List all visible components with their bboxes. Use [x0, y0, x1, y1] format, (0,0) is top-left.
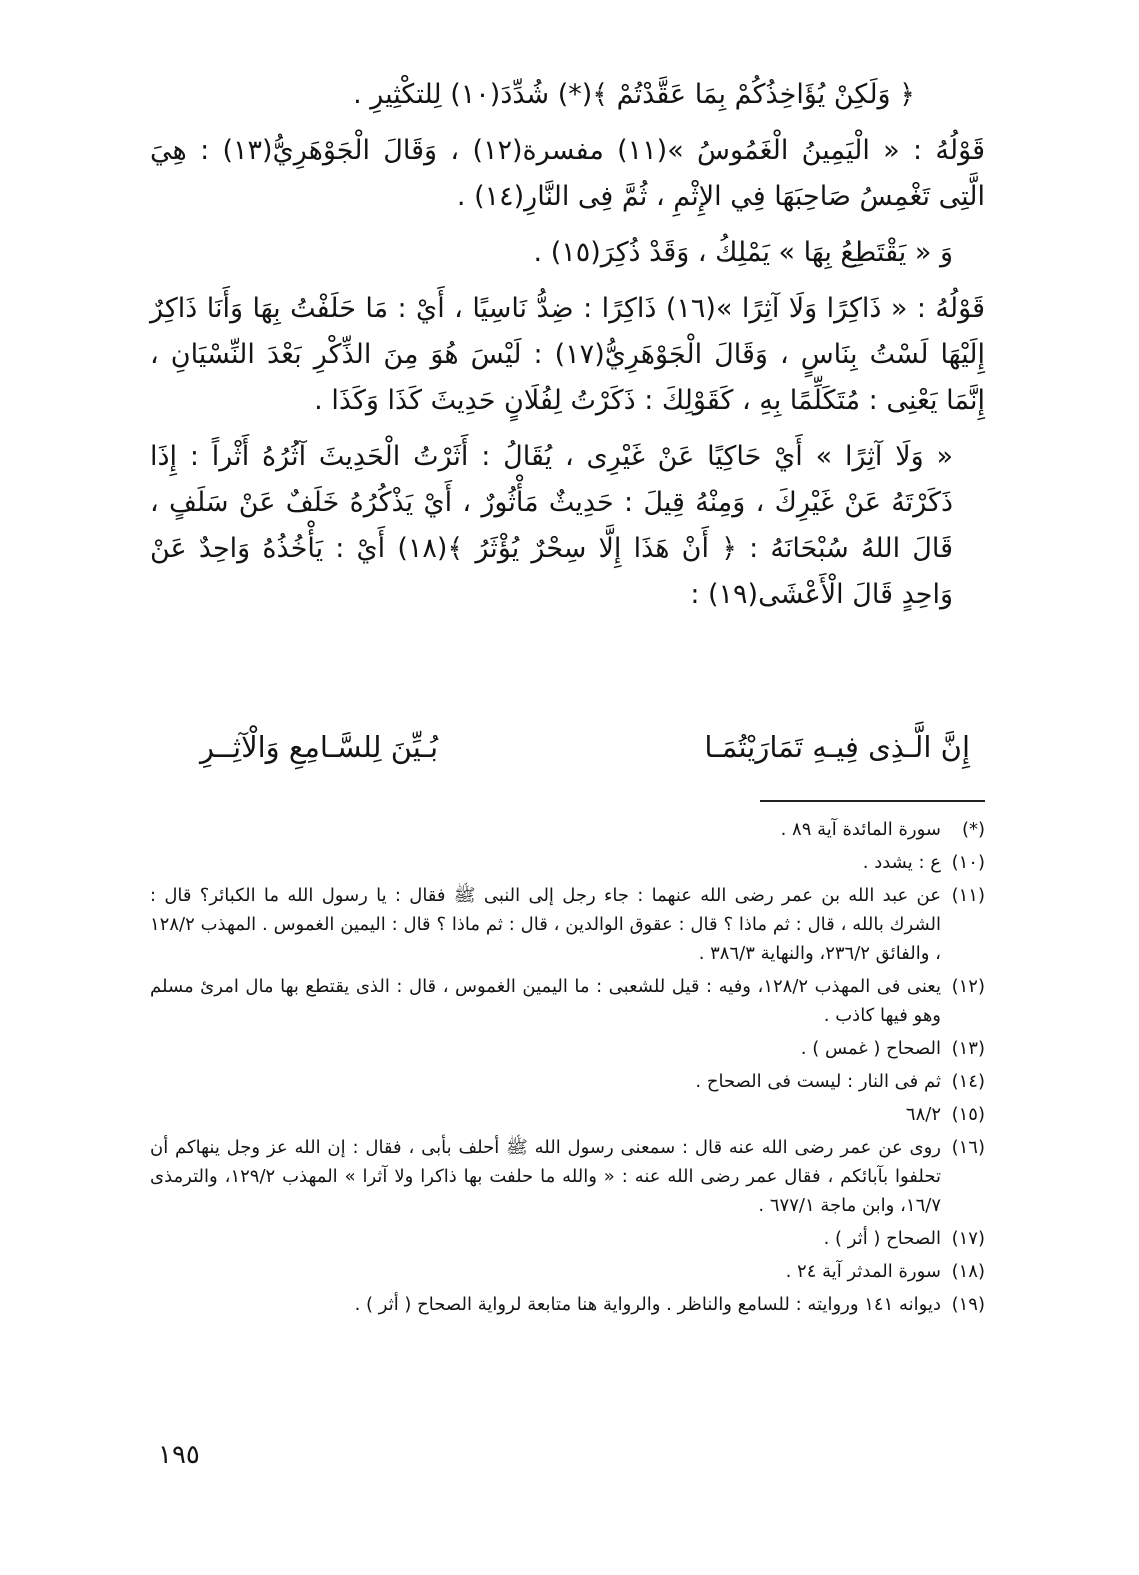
footnote-number: (١٨): [951, 1261, 985, 1282]
footnote-text: ٦٨/٢: [905, 1104, 941, 1125]
main-paragraph: ﴿ وَلَكِنْ يُؤَاخِذُكُمْ بِمَا عَقَّدْتُمْ ﴾(*) شُدِّدَ(١٠) لِلتكْثِيرِ .: [353, 79, 915, 110]
page-number: ١٩٥: [158, 1440, 200, 1470]
footnote-number: (١٦): [951, 1137, 985, 1158]
footnote: [150, 815, 985, 844]
footnote: [150, 1290, 985, 1319]
footnote: [150, 1034, 985, 1063]
footnote-number: (١٢): [951, 976, 985, 997]
verse-second-hemistich: بُـيِّنَ لِلسَّـامِعِ وَالْآثِــرِ: [200, 730, 439, 764]
main-paragraph: « وَلَا آثِرًا » أَيْ حَاكِيًا عَنْ غَيْرِى ، يُقَالُ : أَثَرْتُ الْحَدِيثَ آثُرُهُ أَثْراً : إِذَا ذَكَرْتَهُ عَنْ غَيْرِكَ ، وَمِنْهُ قِيلَ : حَدِيثٌ مَأْثُورٌ ، أَيْ يَذْكُرُهُ خَلَفٌ عَنْ سَلَفٍ ، قَالَ اللهُ سُبْحَانَهُ : ﴿ أَنْ هَذَا إِلَّا سِحْرٌ يُؤْثَرُ ﴾(١٨) أَيْ : يَأْخُذُهُ وَاحِدٌ عَنْ وَاحِدٍ قَالَ الْأَعْشَى(١٩) :: [150, 441, 954, 610]
verse-first-hemistich: إِنَّ الَّـذِى فِيـهِ تَمَارَيْتُمَـا: [704, 730, 970, 764]
footnote-text: سورة المائدة آية ٨٩ .: [780, 819, 941, 840]
footnote: [150, 1067, 985, 1096]
footnote-number: (*): [961, 819, 985, 840]
main-text: [150, 72, 985, 628]
footnote-text: روى عن عمر رضى الله عنه قال : سمعنى رسول الله ﷺ أحلف بأبى ، فقال : إن الله عز وجل ينهاكم أن تحلفوا بآبائكم ، فقال عمر رضى الله عنه : « والله ما حلفت بها ذاكرا ولا آثرا » المهذب ١٢٩/٢، والترمذى ١٦/٧، وابن ماجة ٦٧٧/١ .: [150, 1137, 941, 1216]
footnote: [150, 972, 985, 1030]
footnote: [150, 1133, 985, 1220]
footnote-text: يعنى فى المهذب ١٢٨/٢، وفيه : قيل للشعبى : ما اليمين الغموس ، قال : الذى يقتطع بها مال امرئ مسلم وهو فيها كاذب .: [150, 976, 941, 1026]
footnote: [150, 1224, 985, 1253]
footnote-number: (١٣): [951, 1038, 985, 1059]
footnote-text: ديوانه ١٤١ وروايته : للسامع والناظر . والرواية هنا متابعة لرواية الصحاح ( أثر ) .: [354, 1294, 941, 1315]
footnote: [150, 1100, 985, 1129]
poetry-verse: [200, 730, 970, 780]
footnote-text: ثم فى النار : ليست فى الصحاح .: [695, 1071, 941, 1092]
footnote-text: سورة المدثر آية ٢٤ .: [785, 1261, 941, 1282]
footnote-text: عن عبد الله بن عمر رضى الله عنهما : جاء رجل إلى النبى ﷺ فقال : يا رسول الله ما الكبائر؟ قال : الشرك بالله ، قال : ثم ماذا ؟ قال : عقوق الوالدين ، قال : ثم ماذا ؟ قال : اليمين الغموس . المهذب ١٢٨/٢ ، والفائق ٢٣٦/٢، والنهاية ٣٨٦/٣ .: [150, 885, 941, 964]
footnote: [150, 848, 985, 877]
footnote-number: (١١): [951, 885, 985, 906]
footnote-text: ع : يشدد .: [862, 852, 941, 873]
footnote-number: (١٥): [951, 1104, 985, 1125]
footnote-number: (١٤): [951, 1071, 985, 1092]
footnote-number: (١٠): [951, 852, 985, 873]
main-paragraph: قَوْلُهُ : « الْيَمِينُ الْغَمُوسُ »(١١) مفسرة(١٢) ، وَقَالَ الْجَوْهَرِيُّ(١٣) : هِيَ الَّتِى تَغْمِسُ صَاحِبَهَا فِي الإِثْمِ ، ثُمَّ فِى النَّارِ(١٤) .: [150, 135, 985, 212]
footnote: [150, 881, 985, 968]
main-paragraph: وَ « يَقْتَطِعُ بِهَا » يَمْلِكُ ، وَقَدْ ذُكِرَ(١٥) .: [533, 237, 953, 268]
footnote-number: (١٩): [951, 1294, 985, 1315]
main-paragraph: قَوْلُهُ : « ذَاكِرًا وَلَا آثِرًا »(١٦) ذَاكِرًا : ضِدُّ نَاسِيًا ، أَيْ : مَا حَلَفْتُ بِهَا وَأَنَا ذَاكِرٌ إِلَيْهَا لَسْتُ بِنَاسٍ ، وَقَالَ الْجَوْهَرِيُّ(١٧) : لَيْسَ هُوَ مِنَ الذِّكْرِ بَعْدَ النِّسْيَانِ ، إِنَّمَا يَعْنِى : مُتَكَلِّمًا بِهِ ، كَقَوْلِكَ : ذَكَرْتُ لِفُلَانٍ حَدِيثَ كَذَا وَكَذَا .: [150, 293, 985, 416]
footnote-text: الصحاح ( غمس ) .: [800, 1038, 941, 1059]
footnote-number: (١٧): [951, 1228, 985, 1249]
footnotes: [150, 815, 985, 1323]
footnote: [150, 1257, 985, 1286]
footnote-text: الصحاح ( أثر ) .: [823, 1228, 941, 1249]
footnote-separator: [760, 800, 985, 802]
